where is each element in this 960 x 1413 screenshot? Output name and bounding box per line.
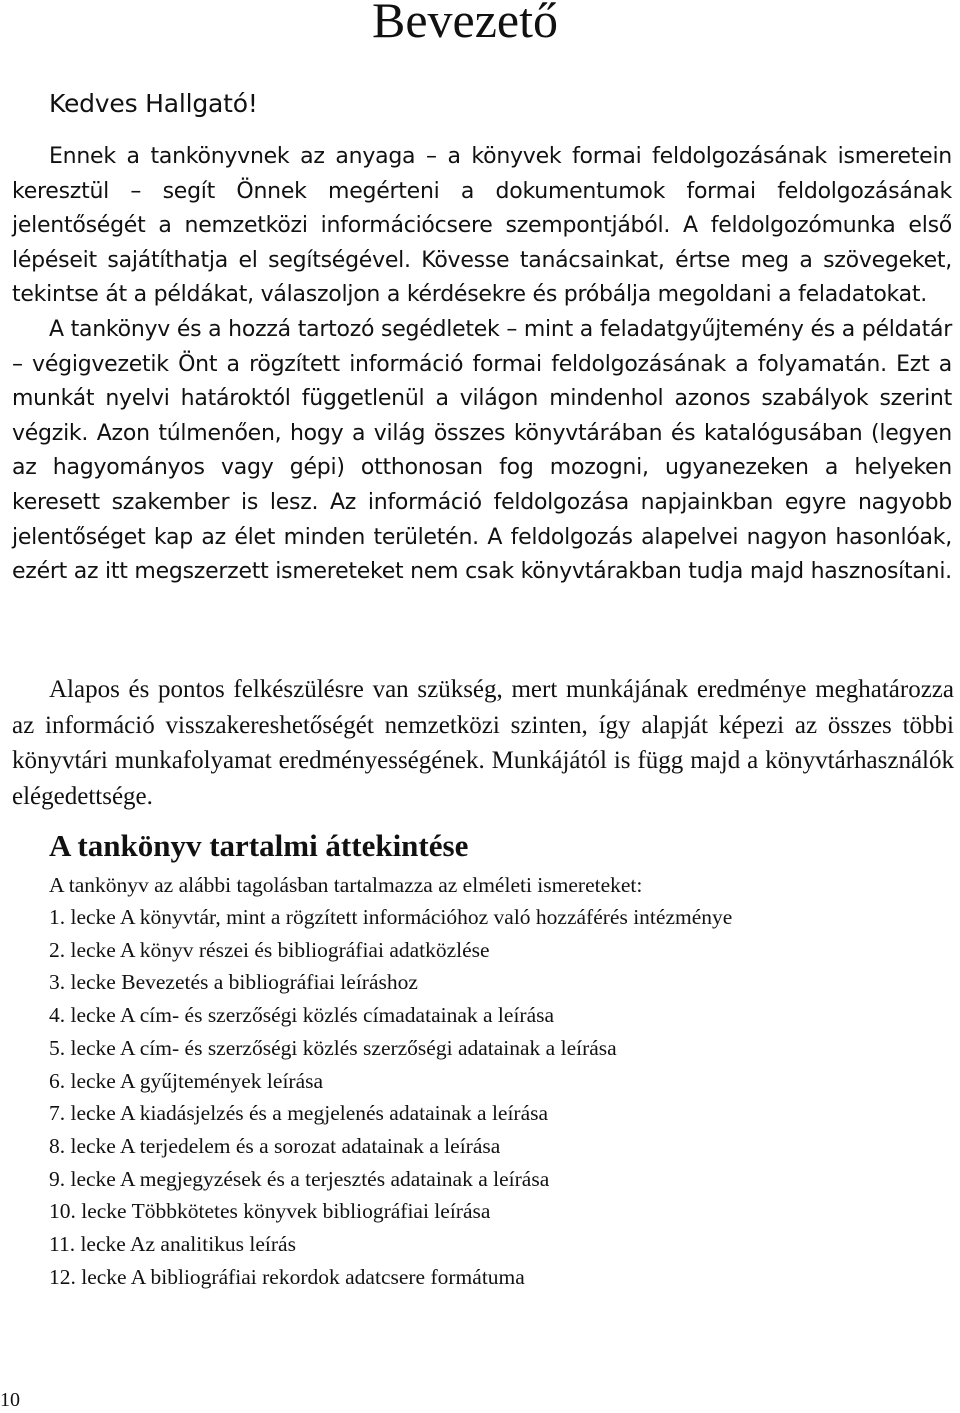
lesson-item: 8. lecke A terjedelem és a sorozat adatainak a leírása (49, 1133, 501, 1158)
closing-paragraph: Alapos és pontos felkészülésre van szükség, mert munkájának eredménye meghatározza az információ visszakereshetőségét nemzetközi szinten, így alapját képezi az összes többi könyvtári munkafolyamat eredményességének. Munkájától is függ majd a könyvtárhasználók elégedettsége. (12, 676, 954, 810)
intro-text (12, 140, 952, 590)
lesson-item: 5. lecke A cím- és szerzőségi közlés szerzőségi adatainak a leírása (49, 1035, 617, 1060)
page-title: Bevezető (372, 0, 559, 48)
section-intro: A tankönyv az alábbi tagolásban tartalmazza az elméleti ismereteket: (49, 873, 643, 897)
lesson-item: 9. lecke A megjegyzések és a terjesztés adatainak a leírása (49, 1166, 550, 1191)
lesson-item: 2. lecke A könyv részei és bibliográfiai adatközlése (49, 937, 490, 962)
lesson-item: 1. lecke A könyvtár, mint a rögzített információhoz való hozzáférés intézménye (49, 905, 733, 929)
lesson-item: 10. lecke Többkötetes könyvek bibliográfiai leírása (49, 1199, 491, 1224)
page-number: 10 (0, 1389, 20, 1411)
lesson-item: 12. lecke A bibliográfiai rekordok adatcsere formátuma (49, 1264, 525, 1289)
section-heading: A tankönyv tartalmi áttekintése (49, 828, 469, 863)
lesson-list (49, 901, 732, 1293)
intro-paragraph: A tankönyv és a hozzá tartozó segédletek – mint a feladatgyűjtemény és a példatár – végigvezetik Önt a rögzített információ formai feldolgozásának a folyamatán. Ezt a munkát nyelvi határoktól függetlenül a világon mindenhol azonos szabályok szerint végzik. Azon túlmenően, hogy a világ összes könyvtárában és katalógusában (legyen az hagyományos vagy gépi) otthonosan fog mozogni, ugyanezeken a helyeken keresett szakember is lesz. Az információ feldolgozása napjainkban egyre nagyobb jelentőséget kap az élet minden területén. A feldolgozás alapelvei nagyon hasonlóak, ezért az itt megszerzett ismereteket nem csak könyvtárakban tudja majd hasznosítani. (12, 316, 952, 585)
lesson-item: 11. lecke Az analitikus leírás (49, 1232, 296, 1257)
closing-text (12, 672, 954, 814)
intro-paragraph: Ennek a tankönyvnek az anyaga – a könyvek formai feldolgozásának ismeretein keresztül – segít Önnek megérteni a dokumentumok formai feldolgozásának jelentőségét a nemzetközi információcsere szempontjából. A feldolgozómunka első lépéseit sajátíthatja el segítségével. Kövesse tanácsainkat, értse meg a szövegeket, tekintse át a példákat, válaszoljon a kérdésekre és próbálja megoldani a feladatokat. (12, 144, 952, 308)
lesson-item: 7. lecke A kiadásjelzés és a megjelenés adatainak a leírása (49, 1101, 549, 1126)
lesson-item: 6. lecke A gyűjtemények leírása (49, 1068, 324, 1093)
greeting: Kedves Hallgató! (49, 89, 258, 118)
lesson-item: 4. lecke A cím- és szerzőségi közlés címadatainak a leírása (49, 1003, 555, 1028)
lesson-item: 3. lecke Bevezetés a bibliográfiai leíráshoz (49, 970, 418, 995)
